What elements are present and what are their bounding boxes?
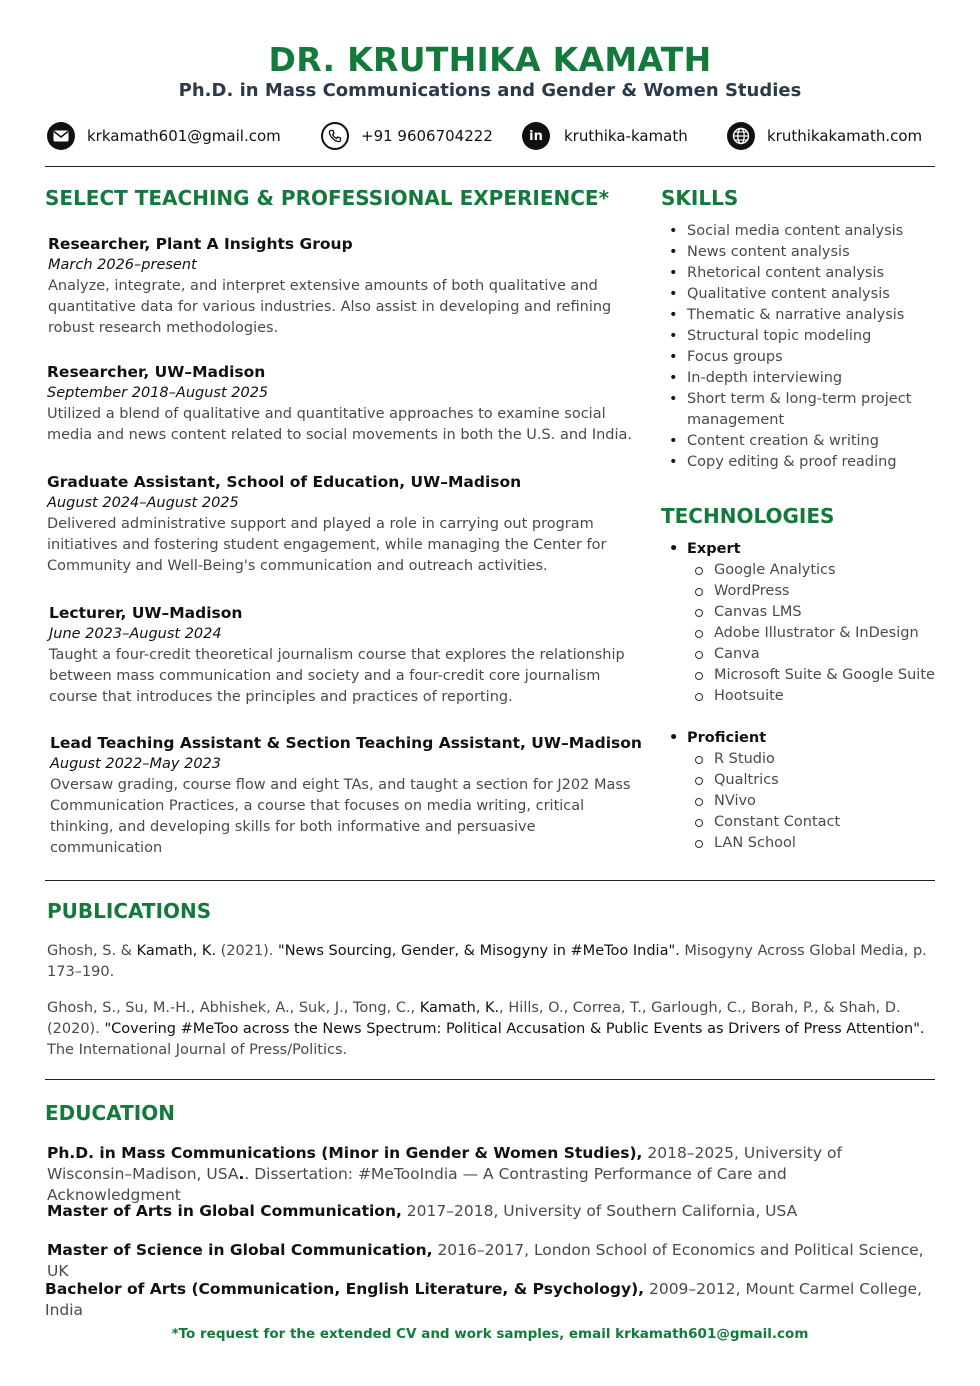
job-description: Utilized a blend of qualitative and quantitative approaches to examine social media and news content related to social movements in both the U.S. and India.: [47, 406, 633, 443]
skill-item: • Structural topic modeling: [661, 326, 951, 347]
divider: [45, 166, 935, 167]
job-entry: [48, 233, 648, 339]
tech-item: LAN School: [714, 833, 968, 854]
pub-self-author: Kamath, K.: [136, 943, 216, 959]
skill-item: • Content creation & writing: [661, 431, 951, 452]
tech-list: [668, 749, 968, 854]
edu-detail: 2009–2012, Mount Carmel College, India: [45, 1280, 923, 1319]
contact-phone[interactable]: [321, 122, 493, 150]
tech-item: R Studio: [714, 749, 968, 770]
job-dates: March 2026–present: [48, 257, 197, 273]
contact-website-text: kruthikakamath.com: [767, 127, 923, 145]
pub-self-author: Kamath, K.: [419, 1000, 500, 1016]
job-title: Researcher, Plant A Insights Group: [48, 235, 353, 253]
linkedin-icon: in: [522, 122, 550, 150]
pub-venue: The International Journal of Press/Politics.: [47, 1042, 348, 1058]
tech-item: WordPress: [714, 581, 968, 602]
technologies-heading: TECHNOLOGIES: [661, 504, 835, 528]
publication-entry: [47, 941, 932, 983]
divider: [45, 880, 935, 881]
tech-item: Canvas LMS: [714, 602, 968, 623]
education-entry: [47, 1143, 887, 1206]
skill-item: • Focus groups: [661, 347, 951, 368]
job-title: Lead Teaching Assistant & Section Teaching Assistant, UW–Madison: [50, 734, 642, 752]
job-description: Analyze, integrate, and interpret extensive amounts of both qualitative and quantitative data for various industries. Also assist in developing and refining robust research methodologies.: [48, 278, 612, 336]
edu-degree: Bachelor of Arts (Communication, English Literature, & Psychology),: [45, 1280, 645, 1298]
job-dates: August 2024–August 2025: [47, 495, 239, 511]
tech-group-proficient: [668, 728, 968, 854]
skills-heading: SKILLS: [661, 186, 739, 210]
job-title: Lecturer, UW–Madison: [49, 604, 243, 622]
job-dates: June 2023–August 2024: [49, 626, 222, 642]
job-entry: [50, 732, 650, 859]
skill-item: • In-depth interviewing: [661, 368, 951, 389]
edu-period: .: [238, 1165, 245, 1183]
contact-phone-text: +91 9606704222: [361, 127, 493, 145]
contact-linkedin-text: kruthika-kamath: [564, 127, 688, 145]
tech-item: Canva: [714, 644, 968, 665]
edu-extra: . Dissertation: #MeTooIndia — A Contrasting Performance of Care and Acknowledgment: [47, 1165, 787, 1204]
globe-icon: [727, 122, 755, 150]
skills-list: [661, 221, 951, 473]
pub-year: , Hills, O., Correa, T., Garlough, C., Borah, P., & Shah, D. (2020).: [47, 1000, 901, 1037]
edu-detail: 2018–2025, University of Wisconsin–Madison, USA: [47, 1144, 842, 1183]
tech-list: [668, 560, 968, 707]
tech-item: Microsoft Suite & Google Suite: [714, 665, 968, 686]
phone-icon: [321, 122, 349, 150]
pub-title: "News Sourcing, Gender, & Misogyny in #MeToo India".: [278, 943, 680, 959]
skill-item: • Thematic & narrative analysis: [661, 305, 951, 326]
edu-degree: Ph.D. in Mass Communications (Minor in Gender & Women Studies),: [47, 1144, 643, 1162]
edu-degree: Master of Arts in Global Communication,: [47, 1202, 402, 1220]
education-entry: [47, 1240, 937, 1282]
job-description: Delivered administrative support and played a role in carrying out program initiatives and fostering student engagement, while managing the Center for Community and Well-Being's communication and outreach activities.: [47, 516, 607, 574]
education-heading: EDUCATION: [45, 1101, 175, 1125]
tech-group-expert: [668, 539, 968, 707]
job-title: Graduate Assistant, School of Education, UW–Madison: [47, 473, 522, 491]
education-entry: [45, 1279, 935, 1321]
skill-item: • News content analysis: [661, 242, 951, 263]
pub-authors: Ghosh, S. &: [47, 943, 137, 959]
resume-name: DR. KRUTHIKA KAMATH: [268, 40, 712, 79]
pub-year: (2021).: [215, 943, 279, 959]
skill-item: • Qualitative content analysis: [661, 284, 951, 305]
skill-item: • Social media content analysis: [661, 221, 951, 242]
edu-degree: Master of Science in Global Communication,: [47, 1241, 433, 1259]
job-dates: September 2018–August 2025: [47, 385, 269, 401]
contact-email[interactable]: [47, 122, 281, 150]
contact-website[interactable]: [727, 122, 922, 150]
tech-item: NVivo: [714, 791, 968, 812]
pub-title: "Covering #MeToo across the News Spectrum: Political Accusation & Public Events as Drivers of Press Attention".: [104, 1021, 925, 1037]
edu-detail: 2017–2018, University of Southern California, USA: [401, 1202, 798, 1220]
pub-venue: Misogyny Across Global Media, p. 173–190.: [47, 943, 927, 980]
job-title: Researcher, UW–Madison: [47, 363, 266, 381]
job-entry: [47, 471, 647, 577]
resume-subtitle: Ph.D. in Mass Communications and Gender & Women Studies: [178, 80, 802, 101]
job-entry: [49, 602, 649, 708]
job-description: Oversaw grading, course flow and eight TAs, and taught a section for J202 Mass Communication Practices, a course that focuses on media writing, critical thinking, and developing skills for both informative and persuasive communication: [50, 777, 631, 856]
contact-linkedin[interactable]: [522, 122, 688, 150]
divider: [45, 1079, 935, 1080]
pub-authors: Ghosh, S., Su, M.-H., Abhishek, A., Suk, J., Tong, C.,: [47, 1000, 420, 1016]
skill-item: • Short term & long-term project management: [661, 389, 921, 431]
email-icon: [47, 122, 75, 150]
edu-detail: 2016–2017, London School of Economics and Political Science, UK: [47, 1241, 924, 1280]
tech-item: Constant Contact: [714, 812, 968, 833]
experience-heading: SELECT TEACHING & PROFESSIONAL EXPERIENCE*: [45, 186, 610, 210]
skill-item: • Copy editing & proof reading: [661, 452, 951, 473]
job-dates: August 2022–May 2023: [50, 756, 221, 772]
tech-item: Qualtrics: [714, 770, 968, 791]
tech-item: Google Analytics: [714, 560, 968, 581]
tech-item: Hootsuite: [714, 686, 968, 707]
job-description: Taught a four-credit theoretical journalism course that explores the relationship between mass communication and society and a four-credit core journalism course that introduces the principles and practices of reporting.: [49, 647, 625, 705]
tech-level: • Expert: [668, 539, 968, 560]
tech-level: • Proficient: [668, 728, 968, 749]
education-entry: [47, 1201, 937, 1222]
footer-note: *To request for the extended CV and work samples, email krkamath601@gmail.com: [171, 1326, 809, 1342]
job-entry: [47, 361, 647, 446]
publication-entry: [47, 998, 932, 1061]
skill-item: • Rhetorical content analysis: [661, 263, 951, 284]
tech-item: Adobe Illustrator & InDesign: [714, 623, 968, 644]
publications-heading: PUBLICATIONS: [47, 899, 212, 923]
contact-email-text: krkamath601@gmail.com: [87, 127, 281, 145]
